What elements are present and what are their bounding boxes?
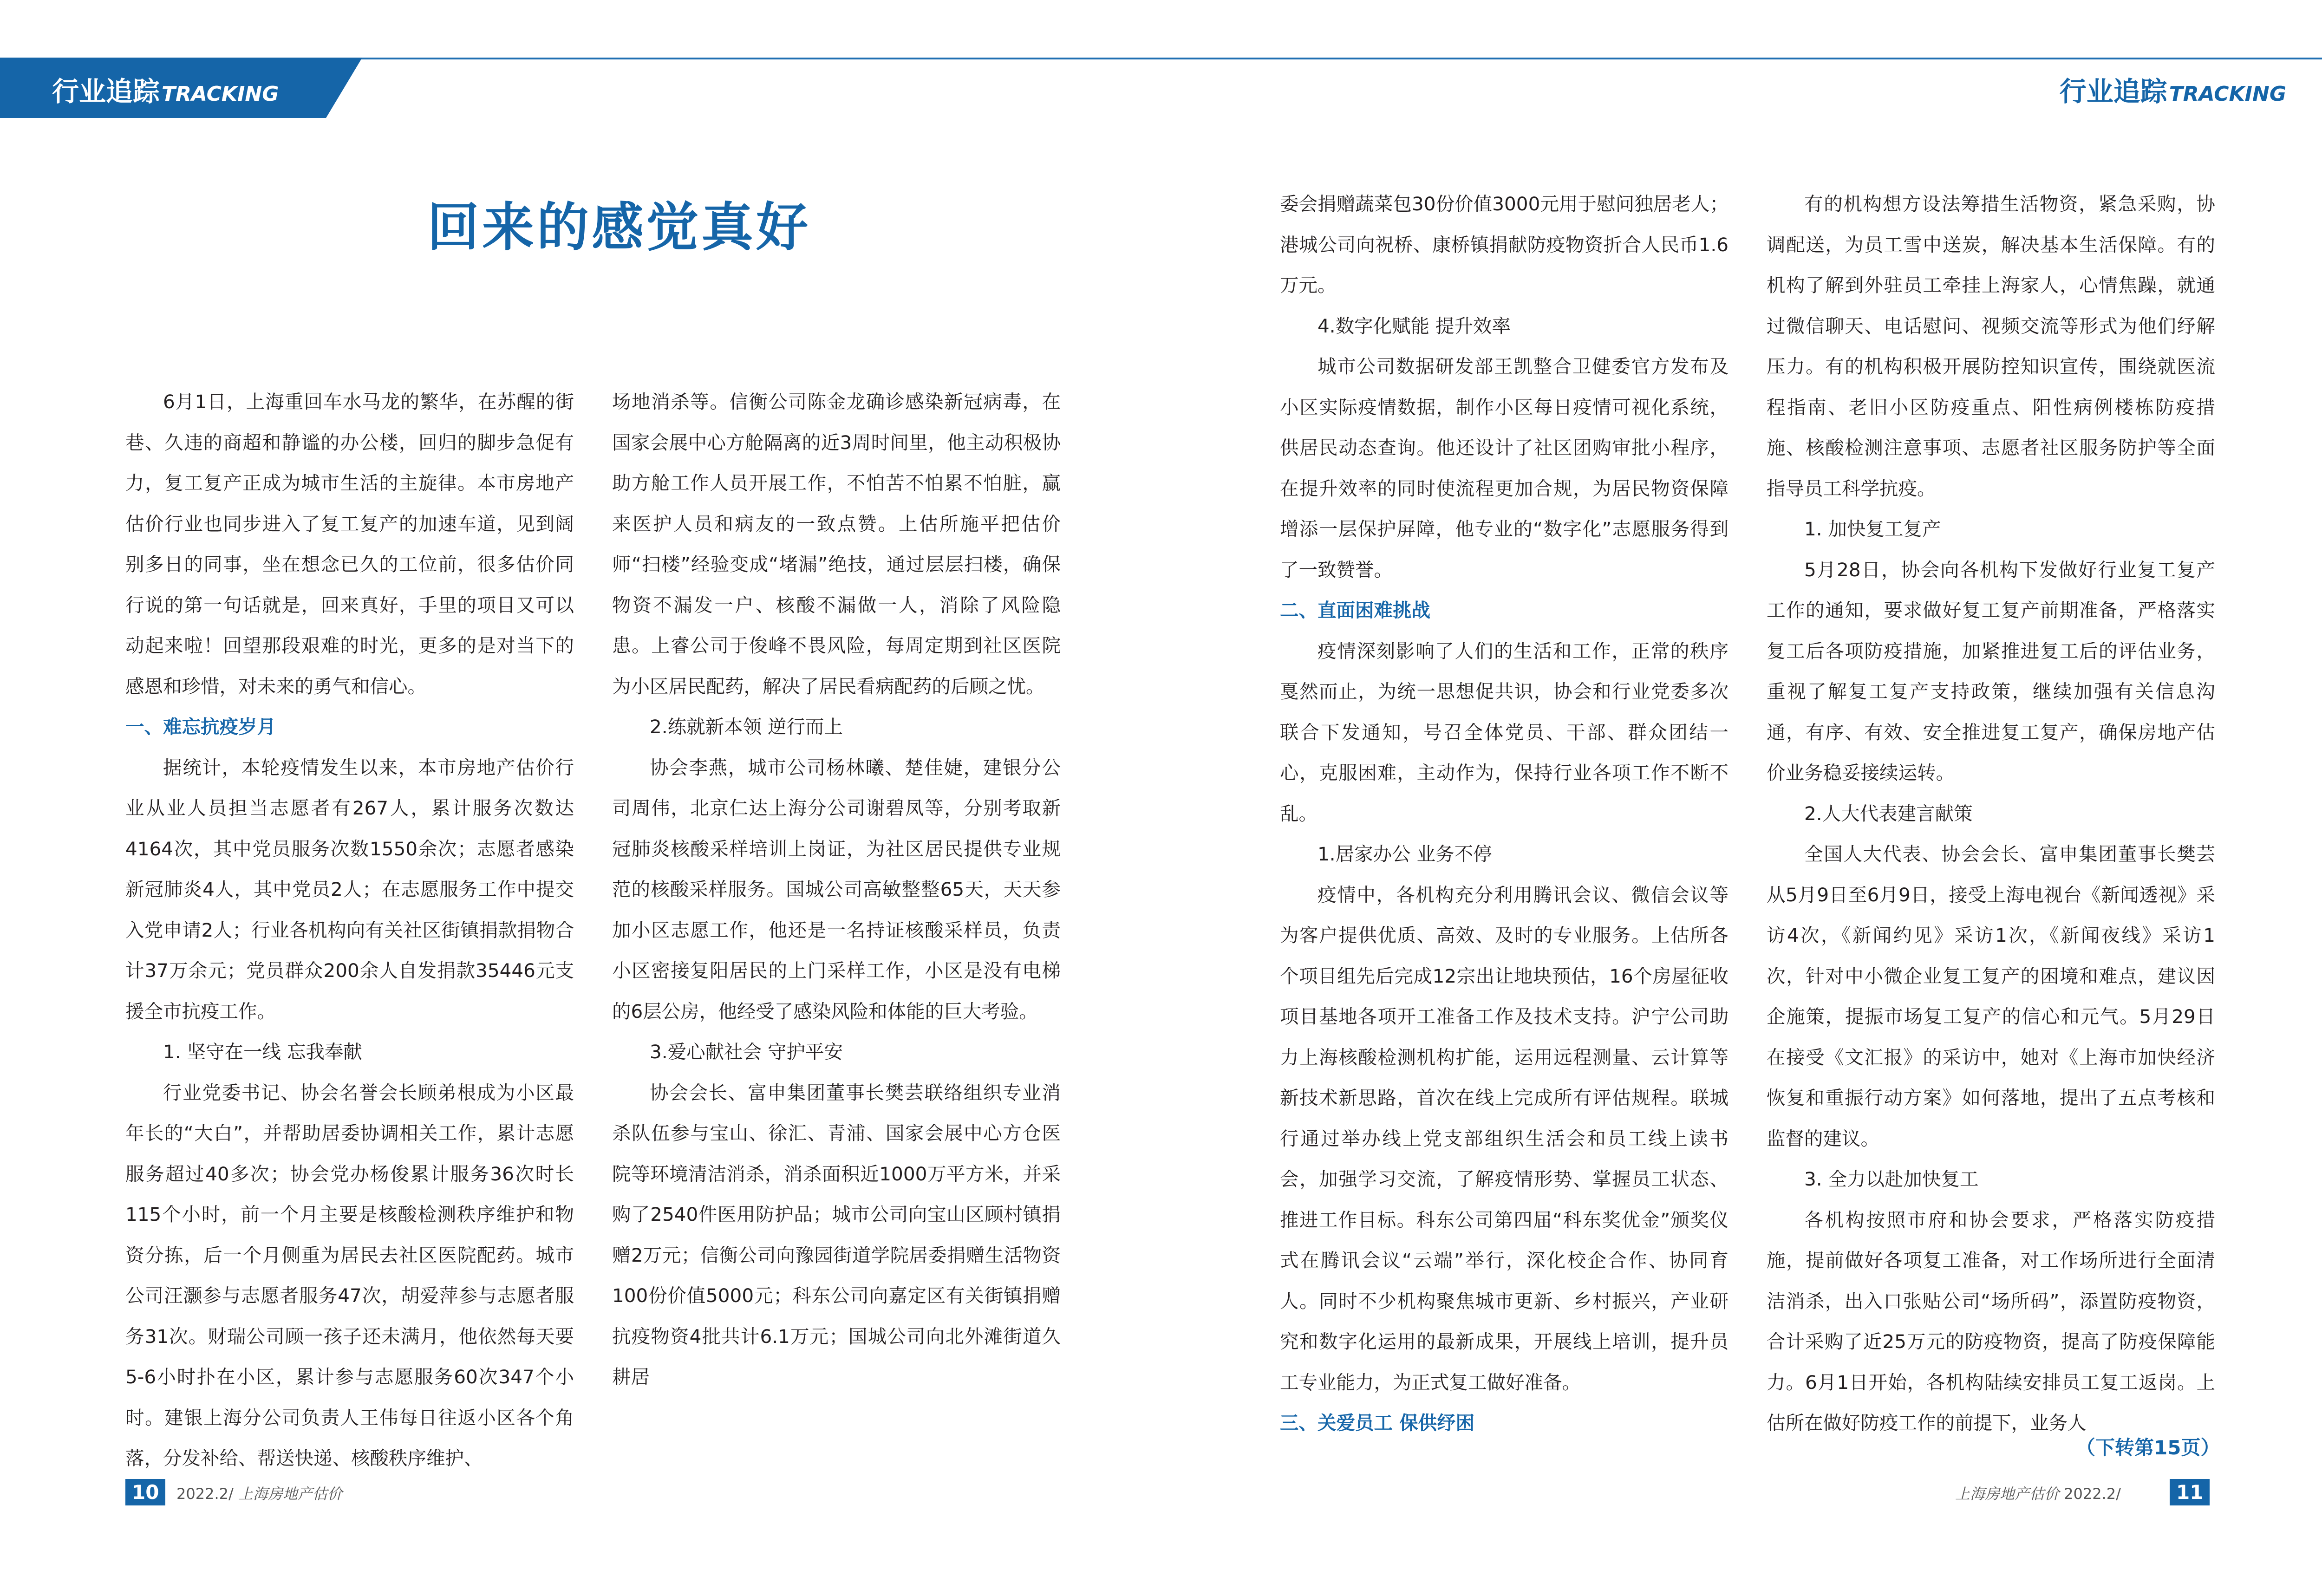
subheading: 2.练就新本领 逆行而上 [650, 716, 843, 738]
text-column-4 [1767, 184, 2215, 1444]
section-tag-left [52, 70, 279, 109]
section-tag-en: TRACKING [2169, 82, 2286, 106]
section-heading: 二、直面困难挑战 [1280, 599, 1430, 621]
subheading: 3. 全力以赴加快复工 [1804, 1168, 1979, 1190]
paragraph: 城市公司数据研发部王凯整合卫健委官方发布及小区实际疫情数据，制作小区每日疫情可视化系统，供居民动态查询。他还设计了社区团购审批小程序，在提升效率的同时使流程更加合规，为居民物资保障增添一层保护屏障，他专业的“数字化”志愿服务得到了一致赞誉。 [1280, 355, 1728, 581]
subheading: 2.人大代表建言献策 [1804, 802, 1973, 825]
paragraph: 各机构按照市府和协会要求，严格落实防疫措施，提前做好各项复工准备，对工作场所进行全面清洁消杀，出入口张贴公司“场所码”，添置防疫物资，合计采购了近25万元的防疫物资，提高了防疫保障能力。6月1日开始，各机构陆续安排员工复工返岗。上估所在做好防疫工作的前提下，业务人 [1767, 1208, 2215, 1434]
footer-left [176, 1482, 342, 1504]
page-number-right: 11 [2170, 1479, 2210, 1505]
paragraph: 行业党委书记、协会名誉会长顾弟根成为小区最年长的“大白”，并帮助居委协调相关工作，累计志愿服务超过40多次；协会党办杨俊累计服务36次时长115个小时，前一个月主要是核酸检测秩序维护和物资分拣，后一个月侧重为居民去社区医院配药。城市公司汪灏参与志愿者服务47次，胡爱萍参与志愿者服务31次。财瑞公司顾一孩子还未满月，他依然每天要5-6小时扑在小区，累计参与志愿服务60次347个小时。建银上海分公司负责人王伟每日往返小区各个角落，分发补给、帮送快递、核酸秩序维护、 [125, 1081, 574, 1469]
paragraph: 协会会长、富申集团董事长樊芸联络组织专业消杀队伍参与宝山、徐汇、青浦、国家会展中心方仓医院等环境清洁消杀，消杀面积近1000万平方米，并采购了2540件医用防护品；城市公司向宝山区顾村镇捐赠2万元；信衡公司向豫园街道学院居委捐赠生活物资100份价值5000元；科东公司向嘉定区有关街镇捐赠抗疫物资4批共计6.1万元；国城公司向北外滩街道久耕居 [612, 1081, 1061, 1388]
magazine-logo: 上海房地产估价 [1955, 1485, 2060, 1503]
subheading: 3.爱心献社会 守护平安 [650, 1041, 843, 1063]
paragraph: 场地消杀等。信衡公司陈金龙确诊感染新冠病毒，在国家会展中心方舱隔离的近3周时间里，他主动积极协助方舱工作人员开展工作，不怕苦不怕累不怕脏，赢来医护人员和病友的一致点赞。上估所施平把估价师“扫楼”经验变成“堵漏”绝技，通过层层扫楼，确保物资不漏发一户、核酸不漏做一人，消除了风险隐患。上睿公司于俊峰不畏风险，每周定期到社区医院为小区居民配药，解决了居民看病配药的后顾之忧。 [612, 391, 1061, 697]
issue-label: 2022.2/ [2064, 1485, 2121, 1503]
paragraph: 有的机构想方设法筹措生活物资，紧急采购，协调配送，为员工雪中送炭，解决基本生活保障。有的机构了解到外驻员工牵挂上海家人，心情焦躁，就通过微信聊天、电话慰问、视频交流等形式为他们纾解压力。有的机构积极开展防控知识宣传，围绕就医流程指南、老旧小区防疫重点、阳性病例楼栋防疫措施、核酸检测注意事项、志愿者社区服务防护等全面指导员工科学抗疫。 [1767, 193, 2215, 500]
section-heading: 三、关爱员工 保供纾困 [1280, 1412, 1475, 1434]
subheading: 1.居家办公 业务不停 [1318, 843, 1492, 865]
section-tag-cn: 行业追踪 [52, 76, 160, 107]
paragraph: 5月28日，协会向各机构下发做好行业复工复产工作的通知，要求做好复工复产前期准备，严格落实复工后各项防疫措施，加紧推进复工后的评估业务，重视了解复工复产支持政策，继续加强有关信息沟通，有序、有效、安全推进复工复产，确保房地产估价业务稳妥接续运转。 [1767, 558, 2215, 784]
subheading: 1. 坚守在一线 忘我奉献 [163, 1041, 362, 1063]
footer-right [1955, 1482, 2121, 1504]
section-tag-en: TRACKING [162, 82, 279, 106]
continued-note: （下转第15页） [2076, 1436, 2220, 1459]
paragraph: 据统计，本轮疫情发生以来，本市房地产估价行业从业人员担当志愿者有267人，累计服务次数达4164次，其中党员服务次数1550余次；志愿者感染新冠肺炎4人，其中党员2人；在志愿服务工作中提交入党申请2人；行业各机构向有关社区街镇捐款捐物合计37万余元；党员群众200余人自发捐款35446元支援全市抗疫工作。 [125, 756, 574, 1023]
article-title: 回来的感觉真好 [427, 197, 811, 258]
paragraph: 疫情中，各机构充分利用腾讯会议、微信会议等为客户提供优质、高效、及时的专业服务。上估所各个项目组先后完成12宗出让地块预估，16个房屋征收项目基地各项开工准备工作及技术支持。沪宁公司助力上海核酸检测机构扩能，运用远程测量、云计算等新技术新思路，首次在线上完成所有评估规程。联城行通过举办线上党支部组织生活会和员工线上读书会，加强学习交流，了解疫情形势、掌握员工状态、推进工作目标。科东公司第四届“科东奖优金”颁奖仪式在腾讯会议“云端”举行，深化校企合作、协同育人。同时不少机构聚焦城市更新、乡村振兴，产业研究和数字化运用的最新成果，开展线上培训，提升员工专业能力，为正式复工做好准备。 [1280, 883, 1728, 1394]
subheading: 4.数字化赋能 提升效率 [1318, 314, 1511, 337]
subheading: 1. 加快复工复产 [1804, 518, 1941, 540]
text-column-2 [612, 382, 1061, 1398]
text-column-3 [1280, 184, 1728, 1444]
issue-label: 2022.2/ [176, 1485, 234, 1503]
paragraph: 6月1日，上海重回车水马龙的繁华，在苏醒的街巷、久违的商超和静谧的办公楼，回归的脚步急促有力，复工复产正成为城市生活的主旋律。本市房地产估价行业也同步进入了复工复产的加速车道，见到阔别多日的同事，坐在想念已久的工位前，很多估价同行说的第一句话就是，回来真好，手里的项目又可以动起来啦！回望那段艰难的时光，更多的是对当下的感恩和珍惜，对未来的勇气和信心。 [125, 391, 574, 697]
section-tag-cn: 行业追踪 [2059, 76, 2167, 107]
paragraph: 疫情深刻影响了人们的生活和工作，正常的秩序戛然而止，为统一思想促共识，协会和行业党委多次联合下发通知，号召全体党员、干部、群众团结一心，克服困难，主动作为，保持行业各项工作不断不乱。 [1280, 639, 1728, 825]
section-tag-right [2060, 70, 2286, 109]
paragraph: 委会捐赠蔬菜包30份价值3000元用于慰问独居老人；港城公司向祝桥、康桥镇捐献防疫物资折合人民币1.6万元。 [1280, 193, 1728, 296]
magazine-logo: 上海房地产估价 [238, 1485, 342, 1503]
page-number-left: 10 [125, 1479, 165, 1505]
section-heading: 一、难忘抗疫岁月 [125, 716, 276, 738]
paragraph: 全国人大代表、协会会长、富申集团董事长樊芸从5月9日至6月9日，接受上海电视台《新闻透视》采访4次，《新闻约见》采访1次，《新闻夜线》采访1次，针对中小微企业复工复产的困境和难点，建议因企施策，提振市场复工复产的信心和元气。5月29日在接受《文汇报》的采访中，她对《上海市加快经济恢复和重振行动方案》如何落地，提出了五点考核和监督的建议。 [1767, 843, 2215, 1150]
paragraph: 协会李燕，城市公司杨林曦、楚佳婕，建银分公司周伟，北京仁达上海分公司谢碧凤等，分别考取新冠肺炎核酸采样培训上岗证，为社区居民提供专业规范的核酸采样服务。国城公司高敏整整65天，天天参加小区志愿工作，他还是一名持证核酸采样员，负责小区密接复阳居民的上门采样工作，小区是没有电梯的6层公房，他经受了感染风险和体能的巨大考验。 [612, 756, 1061, 1023]
text-column-1 [125, 382, 574, 1479]
